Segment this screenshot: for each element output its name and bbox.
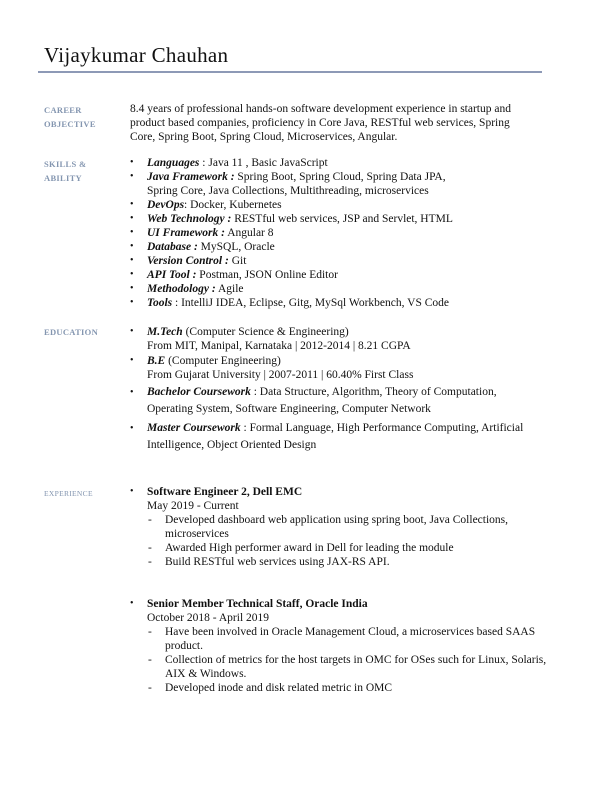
skills-list — [130, 156, 460, 310]
skill-key: UI Framework : — [147, 227, 225, 239]
degree-name: M.Tech — [147, 326, 183, 338]
education-label: EDUCATION — [44, 327, 99, 337]
job-item — [130, 597, 550, 625]
bullet-icon: • — [130, 297, 134, 308]
job-entry — [130, 485, 550, 569]
skill-value: MySQL, Oracle — [200, 241, 275, 253]
bullet-icon: • — [130, 598, 134, 609]
job-point — [148, 555, 550, 569]
skill-item — [130, 170, 460, 198]
bullet-icon: • — [130, 269, 134, 280]
dash-icon: - — [148, 556, 152, 568]
bullet-icon: • — [130, 283, 134, 294]
skill-value: Spring Boot, Spring Cloud, Spring Data JPA, Spring Core, Java Collections, Multithreading, microservices — [147, 171, 446, 197]
bullet-icon: • — [130, 199, 134, 210]
job-point-text: Awarded High performer award in Dell for leading the module — [165, 542, 454, 554]
education-list — [130, 325, 540, 455]
job-points — [130, 625, 550, 695]
skill-key: Version Control : — [147, 255, 229, 267]
skill-value: IntelliJ IDEA, Eclipse, Gitg, MySql Workbench, VS Code — [181, 297, 450, 309]
header-divider — [38, 71, 542, 73]
job-title: Software Engineer 2, Dell EMC — [147, 486, 303, 498]
job-point-text: Developed dashboard web application using spring boot, Java Collections, microservices — [165, 514, 509, 540]
dash-icon: - — [148, 514, 152, 526]
skill-item — [130, 296, 460, 310]
job-point — [148, 681, 550, 695]
skill-key: Languages — [147, 157, 200, 169]
bullet-icon: • — [130, 486, 134, 497]
skill-separator: : — [172, 297, 182, 309]
job-point-text: Developed inode and disk related metric in OMC — [165, 682, 393, 694]
skill-item — [130, 240, 460, 254]
job-point — [148, 541, 550, 555]
skill-item — [130, 198, 460, 212]
candidate-name: Vijaykumar Chauhan — [44, 43, 229, 67]
skill-value: Angular 8 — [227, 227, 274, 239]
skill-key: Java Framework : — [147, 171, 235, 183]
job-point-text: Build RESTful web services using JAX-RS API. — [165, 556, 390, 568]
skill-key: Database : — [147, 241, 198, 253]
skill-value: Java 11 , Basic JavaScript — [208, 157, 328, 169]
skill-key: Web Technology : — [147, 213, 232, 225]
job-entry — [130, 597, 550, 695]
skill-value: Docker, Kubernetes — [190, 199, 282, 211]
job-dates: May 2019 - Current — [147, 500, 239, 512]
skill-value: Postman, JSON Online Editor — [199, 269, 338, 281]
label-line: ABILITY — [44, 173, 83, 183]
skill-key: API Tool : — [147, 269, 197, 281]
dash-icon: - — [148, 682, 152, 694]
job-point — [148, 625, 550, 653]
education-item — [130, 420, 540, 454]
career-objective-text: 8.4 years of professional hands-on software development experience in startup and product based companies, proficiency in Core Java, RESTful web services, Spring Core, Spring Boot, Spring Cloud, Microservices, Angular. — [130, 103, 511, 143]
skill-item — [130, 268, 460, 282]
degree-detail: (Computer Engineering) — [165, 355, 281, 367]
skill-item — [130, 282, 460, 296]
skills-label — [44, 157, 86, 185]
dash-icon: - — [148, 542, 152, 554]
bullet-icon: • — [130, 213, 134, 224]
skill-separator: : — [184, 199, 191, 211]
bullet-icon: • — [130, 255, 134, 266]
skill-item — [130, 156, 460, 170]
education-item — [130, 354, 540, 382]
skill-key: Tools — [147, 297, 173, 309]
degree-institution: From Gujarat University | 2007-2011 | 60.40% First Class — [147, 369, 414, 381]
bullet-icon: • — [130, 387, 134, 398]
job-point — [148, 653, 550, 681]
dash-icon: - — [148, 626, 152, 638]
label-line: OBJECTIVE — [44, 119, 96, 129]
skill-value: RESTful web services, JSP and Servlet, HTML — [234, 213, 453, 225]
bullet-icon: • — [130, 326, 134, 337]
dash-icon: - — [148, 654, 152, 666]
job-points — [130, 513, 550, 569]
bullet-icon: • — [130, 423, 134, 434]
skill-key: Methodology : — [147, 283, 216, 295]
skill-item — [130, 212, 460, 226]
job-point-text: Have been involved in Oracle Management Cloud, a microservices based SAAS product. — [165, 626, 536, 652]
career-objective-label — [44, 103, 96, 131]
label-line: SKILLS & — [44, 159, 87, 169]
skill-key: DevOps — [147, 199, 185, 211]
bullet-icon: • — [130, 241, 134, 252]
degree-detail: (Computer Science & Engineering) — [182, 326, 349, 338]
degree-detail: : Data Structure, Algorithm, Theory of Computation, Operating System, Software Engineering, Computer Network — [147, 386, 497, 415]
job-point — [148, 513, 550, 541]
job-point-text: Collection of metrics for the host targets in OMC for OSes such for Linux, Solaris, AIX & Windows. — [165, 654, 547, 680]
skill-value: Agile — [217, 283, 244, 295]
bullet-icon: • — [130, 157, 134, 168]
job-item — [130, 485, 550, 513]
degree-institution: From MIT, Manipal, Karnataka | 2012-2014 | 8.21 CGPA — [147, 340, 411, 352]
skill-separator: : — [199, 157, 209, 169]
education-item — [130, 384, 540, 418]
job-dates: October 2018 - April 2019 — [147, 612, 270, 624]
degree-name: Master Coursework — [147, 422, 241, 434]
bullet-icon: • — [130, 171, 134, 182]
bullet-icon: • — [130, 227, 134, 238]
bullet-icon: • — [130, 355, 134, 366]
skill-value: Git — [231, 255, 247, 267]
degree-detail: : Formal Language, High Performance Computing, Artificial Intelligence, Object Oriented Design — [147, 422, 524, 451]
job-title: Senior Member Technical Staff, Oracle India — [147, 598, 368, 610]
label-line: CAREER — [44, 105, 82, 115]
experience-label: EXPERIENCE — [44, 489, 93, 498]
skill-item — [130, 226, 460, 240]
education-item — [130, 325, 540, 353]
degree-name: B.E — [147, 355, 166, 367]
experience-list — [130, 485, 550, 695]
skill-item — [130, 254, 460, 268]
degree-name: Bachelor Coursework — [147, 386, 251, 398]
